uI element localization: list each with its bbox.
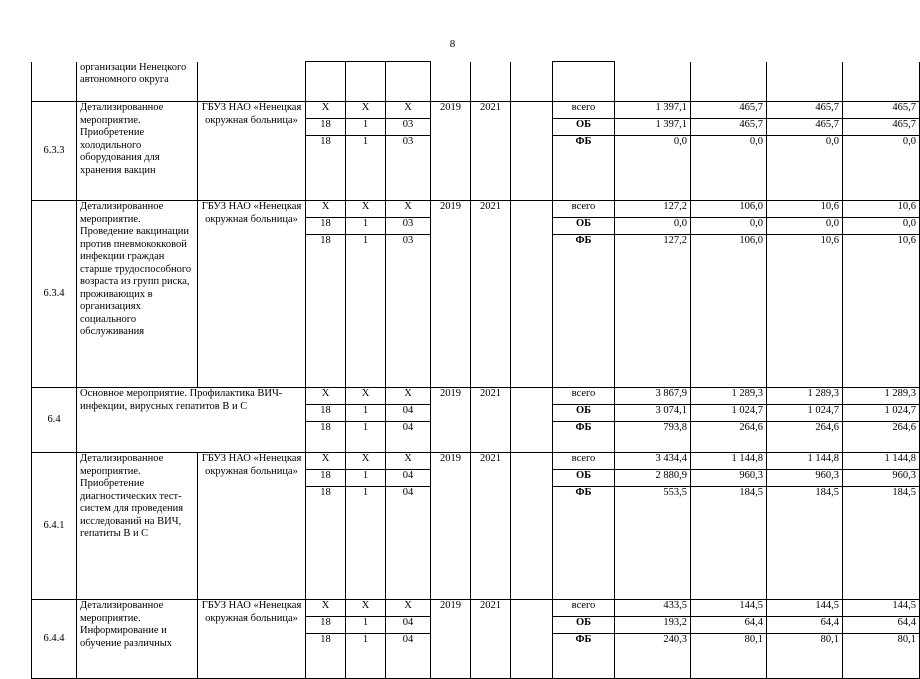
value-year: 465,7: [767, 102, 843, 119]
value-year: 184,5: [767, 487, 843, 600]
code-cell: Х: [306, 102, 346, 119]
code-cell: Х: [386, 201, 431, 218]
value-year: 10,6: [767, 201, 843, 218]
code-cell: 18: [306, 422, 346, 453]
row-number: 6.4.1: [32, 453, 77, 600]
code-cell: Х: [346, 600, 386, 617]
value-total: 433,5: [615, 600, 691, 617]
funding-type: ОБ: [553, 470, 615, 487]
value-year: 0,0: [691, 218, 767, 235]
table-row: [32, 102, 920, 119]
budget-table: [31, 61, 920, 679]
funding-type: ОБ: [553, 119, 615, 136]
end-year: 2021: [471, 388, 511, 453]
value-year: 80,1: [843, 634, 920, 679]
code-cell: 1: [346, 235, 386, 388]
row-executor: ГБУЗ НАО «Ненецкая окружная больница»: [198, 201, 306, 388]
row-number: 6.3.3: [32, 102, 77, 201]
value-year: 184,5: [843, 487, 920, 600]
code-cell: Х: [346, 388, 386, 405]
code-cell: Х: [386, 388, 431, 405]
start-year: 2019: [431, 201, 471, 388]
code-cell: 03: [386, 136, 431, 201]
code-cell: 18: [306, 405, 346, 422]
funding-type: всего: [553, 453, 615, 470]
code-cell: 18: [306, 487, 346, 600]
value-year: 960,3: [691, 470, 767, 487]
funding-type: ОБ: [553, 617, 615, 634]
code-cell: 03: [386, 235, 431, 388]
code-cell: 18: [306, 634, 346, 679]
value-year: 264,6: [691, 422, 767, 453]
value-total: 3 867,9: [615, 388, 691, 405]
row-executor: ГБУЗ НАО «Ненецкая окружная больница»: [198, 102, 306, 201]
row-name: Детализированное мероприятие. Приобретение диагностических тест-систем для проведения исследований на ВИЧ, гепатиты В и С: [77, 453, 198, 600]
start-year: 2019: [431, 388, 471, 453]
value-year: 465,7: [843, 102, 920, 119]
code-cell: Х: [346, 102, 386, 119]
value-year: 465,7: [843, 119, 920, 136]
code-cell: 18: [306, 218, 346, 235]
value-year: 960,3: [767, 470, 843, 487]
value-year: 0,0: [767, 218, 843, 235]
code-cell: 18: [306, 235, 346, 388]
row-name: Детализированное мероприятие. Информирование и обучение различных: [77, 600, 198, 679]
value-year: 0,0: [691, 136, 767, 201]
value-year: 10,6: [767, 235, 843, 388]
code-cell: 1: [346, 136, 386, 201]
value-year: 184,5: [691, 487, 767, 600]
row-name: Детализированное мероприятие. Проведение вакцинации против пневмококковой инфекции граждан старше трудоспособного возраста из групп риска, проживающих в организациях социального обслуживания: [77, 201, 198, 388]
code-cell: Х: [306, 201, 346, 218]
row-number: 6.4.4: [32, 600, 77, 679]
row-name: организации Ненецкого автономного округа: [77, 62, 198, 102]
code-cell: 1: [346, 617, 386, 634]
value-year: 10,6: [843, 201, 920, 218]
value-year: 1 024,7: [691, 405, 767, 422]
value-year: 64,4: [767, 617, 843, 634]
value-year: 0,0: [843, 136, 920, 201]
code-cell: Х: [386, 102, 431, 119]
end-year: 2021: [471, 453, 511, 600]
code-cell: Х: [386, 453, 431, 470]
value-year: 1 024,7: [767, 405, 843, 422]
table-row: [32, 388, 920, 405]
value-year: 0,0: [843, 218, 920, 235]
value-year: 1 289,3: [767, 388, 843, 405]
value-total: 1 397,1: [615, 102, 691, 119]
code-cell: 1: [346, 634, 386, 679]
value-year: 144,5: [843, 600, 920, 617]
value-year: 264,6: [767, 422, 843, 453]
value-year: 106,0: [691, 201, 767, 218]
code-cell: 04: [386, 634, 431, 679]
code-cell: 1: [346, 470, 386, 487]
table-row-continued: [32, 62, 920, 102]
funding-type: всего: [553, 201, 615, 218]
value-year: 1 024,7: [843, 405, 920, 422]
value-total: 553,5: [615, 487, 691, 600]
end-year: 2021: [471, 102, 511, 201]
code-cell: 03: [386, 119, 431, 136]
value-year: 0,0: [767, 136, 843, 201]
row-name: Основное мероприятие. Профилактика ВИЧ-инфекции, вирусных гепатитов В и С: [77, 388, 306, 453]
value-year: 10,6: [843, 235, 920, 388]
value-year: 1 144,8: [691, 453, 767, 470]
row-name: Детализированное мероприятие. Приобретение холодильного оборудования для хранения вакцин: [77, 102, 198, 201]
row-number: 6.4: [32, 388, 77, 453]
funding-type: ФБ: [553, 422, 615, 453]
funding-type: ФБ: [553, 235, 615, 388]
code-cell: 18: [306, 617, 346, 634]
value-total: 0,0: [615, 136, 691, 201]
row-executor: ГБУЗ НАО «Ненецкая окружная больница»: [198, 600, 306, 679]
value-total: 127,2: [615, 235, 691, 388]
start-year: 2019: [431, 600, 471, 679]
value-year: 64,4: [843, 617, 920, 634]
value-year: 1 289,3: [691, 388, 767, 405]
code-cell: Х: [346, 453, 386, 470]
table-row: [32, 600, 920, 617]
code-cell: 18: [306, 470, 346, 487]
value-total: 193,2: [615, 617, 691, 634]
table-row: [32, 453, 920, 470]
code-cell: Х: [306, 388, 346, 405]
start-year: 2019: [431, 453, 471, 600]
value-year: 106,0: [691, 235, 767, 388]
code-cell: 04: [386, 470, 431, 487]
value-total: 1 397,1: [615, 119, 691, 136]
value-year: 80,1: [767, 634, 843, 679]
table-row: [32, 201, 920, 218]
value-year: 465,7: [691, 102, 767, 119]
value-year: 465,7: [691, 119, 767, 136]
code-cell: 1: [346, 218, 386, 235]
value-year: 264,6: [843, 422, 920, 453]
code-cell: 1: [346, 487, 386, 600]
code-cell: 18: [306, 136, 346, 201]
code-cell: 1: [346, 405, 386, 422]
code-cell: Х: [306, 453, 346, 470]
value-total: 3 074,1: [615, 405, 691, 422]
value-total: 0,0: [615, 218, 691, 235]
row-executor: ГБУЗ НАО «Ненецкая окружная больница»: [198, 453, 306, 600]
value-year: 1 289,3: [843, 388, 920, 405]
value-total: 3 434,4: [615, 453, 691, 470]
end-year: 2021: [471, 600, 511, 679]
code-cell: Х: [386, 600, 431, 617]
value-year: 960,3: [843, 470, 920, 487]
value-year: 144,5: [767, 600, 843, 617]
funding-type: ОБ: [553, 218, 615, 235]
value-year: 1 144,8: [767, 453, 843, 470]
value-total: 240,3: [615, 634, 691, 679]
code-cell: 1: [346, 119, 386, 136]
code-cell: 04: [386, 405, 431, 422]
code-cell: 04: [386, 617, 431, 634]
start-year: 2019: [431, 102, 471, 201]
funding-type: всего: [553, 600, 615, 617]
funding-type: ОБ: [553, 405, 615, 422]
value-year: 64,4: [691, 617, 767, 634]
end-year: 2021: [471, 201, 511, 388]
funding-type: ФБ: [553, 634, 615, 679]
code-cell: 04: [386, 422, 431, 453]
code-cell: 1: [346, 422, 386, 453]
code-cell: 18: [306, 119, 346, 136]
value-year: 1 144,8: [843, 453, 920, 470]
funding-type: всего: [553, 388, 615, 405]
funding-type: ФБ: [553, 136, 615, 201]
funding-type: всего: [553, 102, 615, 119]
page-number: 8: [449, 38, 456, 50]
funding-type: ФБ: [553, 487, 615, 600]
row-number: 6.3.4: [32, 201, 77, 388]
code-cell: Х: [346, 201, 386, 218]
value-year: 144,5: [691, 600, 767, 617]
value-total: 793,8: [615, 422, 691, 453]
value-total: 2 880,9: [615, 470, 691, 487]
value-year: 465,7: [767, 119, 843, 136]
code-cell: 03: [386, 218, 431, 235]
code-cell: Х: [306, 600, 346, 617]
value-total: 127,2: [615, 201, 691, 218]
code-cell: 04: [386, 487, 431, 600]
value-year: 80,1: [691, 634, 767, 679]
